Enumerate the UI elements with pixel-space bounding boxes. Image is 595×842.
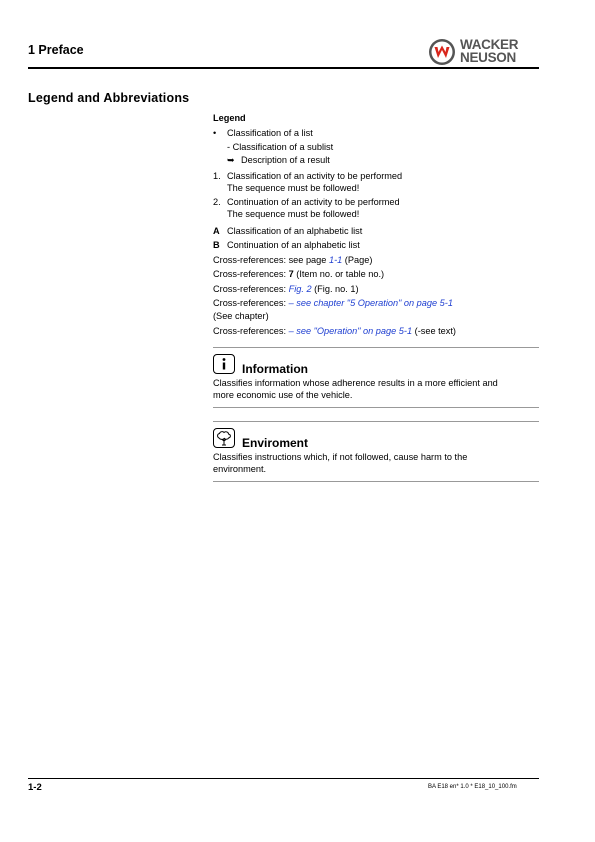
logo-line-2: NEUSON <box>460 50 516 65</box>
step-number: 2. <box>213 197 221 207</box>
xref-prefix: see page <box>288 255 327 265</box>
xref-note: (-see text) <box>414 326 456 336</box>
sublist-item: - Classification of a sublist <box>227 142 334 152</box>
step-line-1: Classification of an activity to be performed <box>227 171 403 181</box>
alpha-item-b <box>213 239 539 251</box>
xref-label: Cross-references: <box>213 284 287 294</box>
information-icon <box>213 354 235 374</box>
chapter-link[interactable]: – see chapter "5 Operation" on page 5-1 <box>288 298 453 308</box>
information-title: Information <box>242 362 308 376</box>
alpha-letter: A <box>213 226 220 236</box>
cross-reference-chapter <box>213 297 453 309</box>
logo-line-1: WACKER <box>460 37 519 52</box>
chapter-title: 1 Preface <box>28 43 84 57</box>
information-top-rule <box>213 347 539 348</box>
page-number: 1-2 <box>28 782 42 793</box>
bullet-text: Classification of a list <box>227 128 313 138</box>
xref-label: Cross-references: <box>213 255 287 265</box>
environment-top-rule <box>213 421 539 422</box>
xref-note: (Page) <box>344 255 373 265</box>
xref-label: Cross-references: <box>213 269 287 279</box>
environment-text-line-1: Classifies instructions which, if not followed, cause harm to the <box>213 452 468 462</box>
xref-note: (Fig. no. 1) <box>314 284 359 294</box>
document-reference: BA E18 en* 1.0 * E18_10_100.fm <box>428 784 517 790</box>
cross-reference-text <box>213 325 456 337</box>
environment-bottom-rule <box>213 481 539 482</box>
xref-note-chapter: (See chapter) <box>213 311 269 321</box>
text-link[interactable]: – see "Operation" on page 5-1 <box>288 326 413 336</box>
wacker-neuson-logo <box>428 38 540 66</box>
xref-note: (Item no. or table no.) <box>296 269 385 279</box>
step-number: 1. <box>213 171 221 181</box>
step-line-2: The sequence must be followed! <box>227 209 360 219</box>
information-text-line-2: more economic use of the vehicle. <box>213 390 353 400</box>
footer-divider <box>28 778 539 779</box>
information-bottom-rule <box>213 407 539 408</box>
environment-tree-icon <box>213 428 235 448</box>
figure-link[interactable]: Fig. 2 <box>288 284 312 294</box>
alpha-letter: B <box>213 240 220 250</box>
result-text: Description of a result <box>241 155 330 165</box>
list-item-bullet <box>213 127 539 139</box>
environment-text-line-2: environment. <box>213 464 267 474</box>
alpha-text: Continuation of an alphabetic list <box>227 240 360 250</box>
numbered-step-1 <box>213 170 539 194</box>
logo-emblem-icon <box>428 38 456 66</box>
alpha-text: Classification of an alphabetic list <box>227 226 363 236</box>
numbered-step-2 <box>213 196 539 220</box>
alpha-item-a <box>213 225 539 237</box>
information-text-line-1: Classifies information whose adherence results in a more efficient and <box>213 378 498 388</box>
cross-reference-figure <box>213 283 359 295</box>
xref-label: Cross-references: <box>213 326 287 336</box>
section-title: Legend and Abbreviations <box>28 91 190 105</box>
result-item <box>213 154 539 166</box>
step-line-2: The sequence must be followed! <box>227 183 360 193</box>
page-link[interactable]: 1-1 <box>328 255 343 265</box>
legend-heading: Legend <box>213 113 246 123</box>
xref-label: Cross-references: <box>213 298 287 308</box>
bullet-marker: • <box>213 128 217 138</box>
environment-title: Enviroment <box>242 436 309 450</box>
result-arrow-icon: ➥ <box>227 155 235 165</box>
header-divider <box>28 67 539 69</box>
cross-reference-item <box>213 268 384 280</box>
step-line-1: Continuation of an activity to be performed <box>227 197 400 207</box>
cross-reference-page <box>213 254 372 266</box>
item-number: 7 <box>288 269 294 279</box>
